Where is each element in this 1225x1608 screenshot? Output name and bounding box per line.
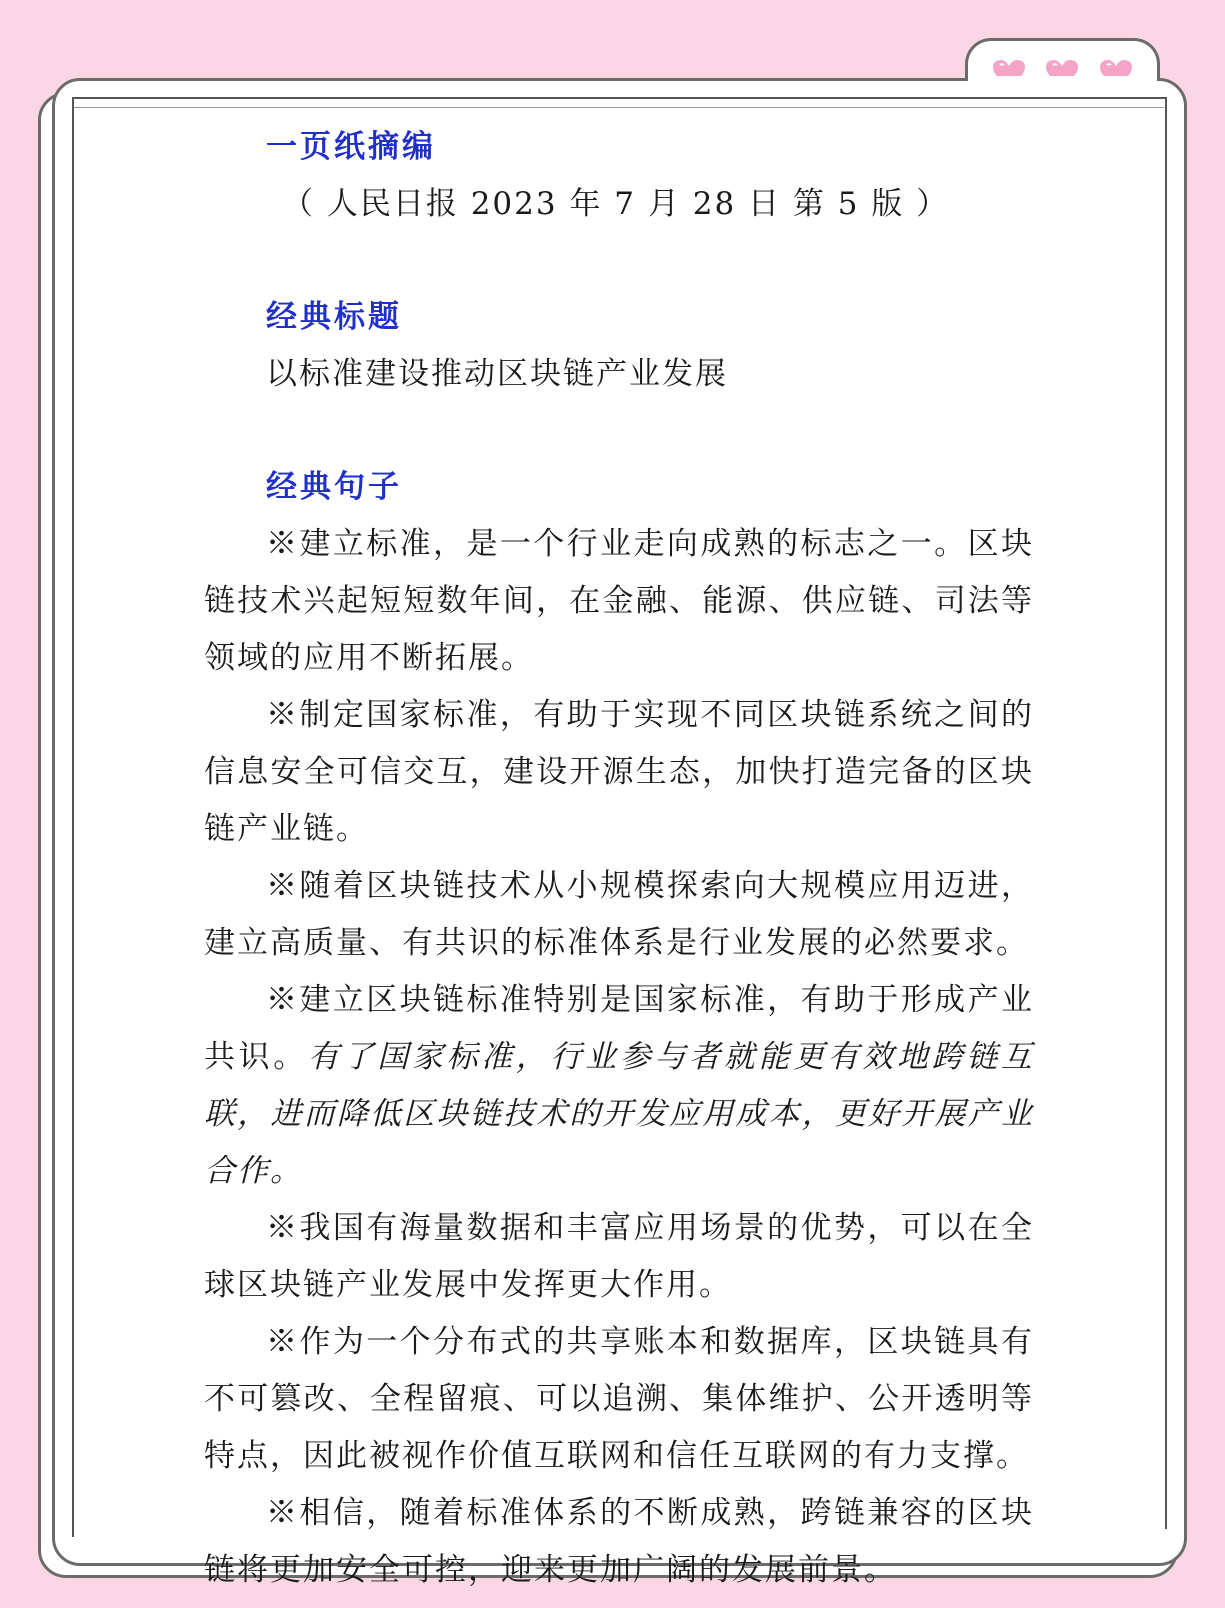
- sentence-paragraph: ※建立标准，是一个行业走向成熟的标志之一。区块链技术兴起短短数年间，在金融、能源、供应链、司法等领域的应用不断拓展。: [204, 526, 1034, 676]
- digest-heading: 一页纸摘编: [266, 129, 436, 165]
- classic-title-heading: 经典标题: [266, 299, 402, 335]
- document-page: [72, 97, 1167, 1588]
- spacer: [204, 403, 1034, 459]
- spacer: [204, 233, 1034, 289]
- sentence-paragraph: [204, 972, 1034, 1200]
- sentence-paragraph: ※作为一个分布式的共享账本和数据库，区块链具有不可篡改、全程留痕、可以追溯、集体维护、公开透明等特点，因此被视作价值互联网和信任互联网的有力支撑。: [204, 1324, 1034, 1474]
- classic-title-text: 以标准建设推动区块链产业发展: [266, 356, 728, 392]
- tab-joint: [968, 76, 1157, 86]
- sentence-italic-text: 有了国家标准，行业参与者就能更有效地跨链互联，进而降低区块链技术的开发应用成本，更好开展产业合作。: [204, 1039, 1035, 1189]
- page-top-rule: [74, 107, 1164, 108]
- sentence-paragraph: ※制定国家标准，有助于实现不同区块链系统之间的信息安全可信交互，建设开源生态，加快打造完备的区块链产业链。: [204, 697, 1034, 847]
- sentence-paragraph: ※随着区块链技术从小规模探索向大规模应用迈进，建立高质量、有共识的标准体系是行业发展的必然要求。: [204, 868, 1034, 961]
- sentence-paragraph: ※相信，随着标准体系的不断成熟，跨链兼容的区块链将更加安全可控，迎来更加广阔的发展前景。: [204, 1495, 1034, 1588]
- document-content: [204, 119, 1034, 1599]
- sentence-text: ※建立区块链标准特别是国家标准，有助于形成产业共识。: [204, 982, 1034, 1075]
- sentence-paragraph: ※我国有海量数据和丰富应用场景的优势，可以在全球区块链产业发展中发挥更大作用。: [204, 1210, 1034, 1303]
- classic-sentences-heading: 经典句子: [266, 469, 402, 505]
- page-right-rule: [1165, 99, 1167, 1529]
- source-line: （ 人民日报 2023 年 7 月 28 日 第 5 版 ）: [282, 186, 950, 222]
